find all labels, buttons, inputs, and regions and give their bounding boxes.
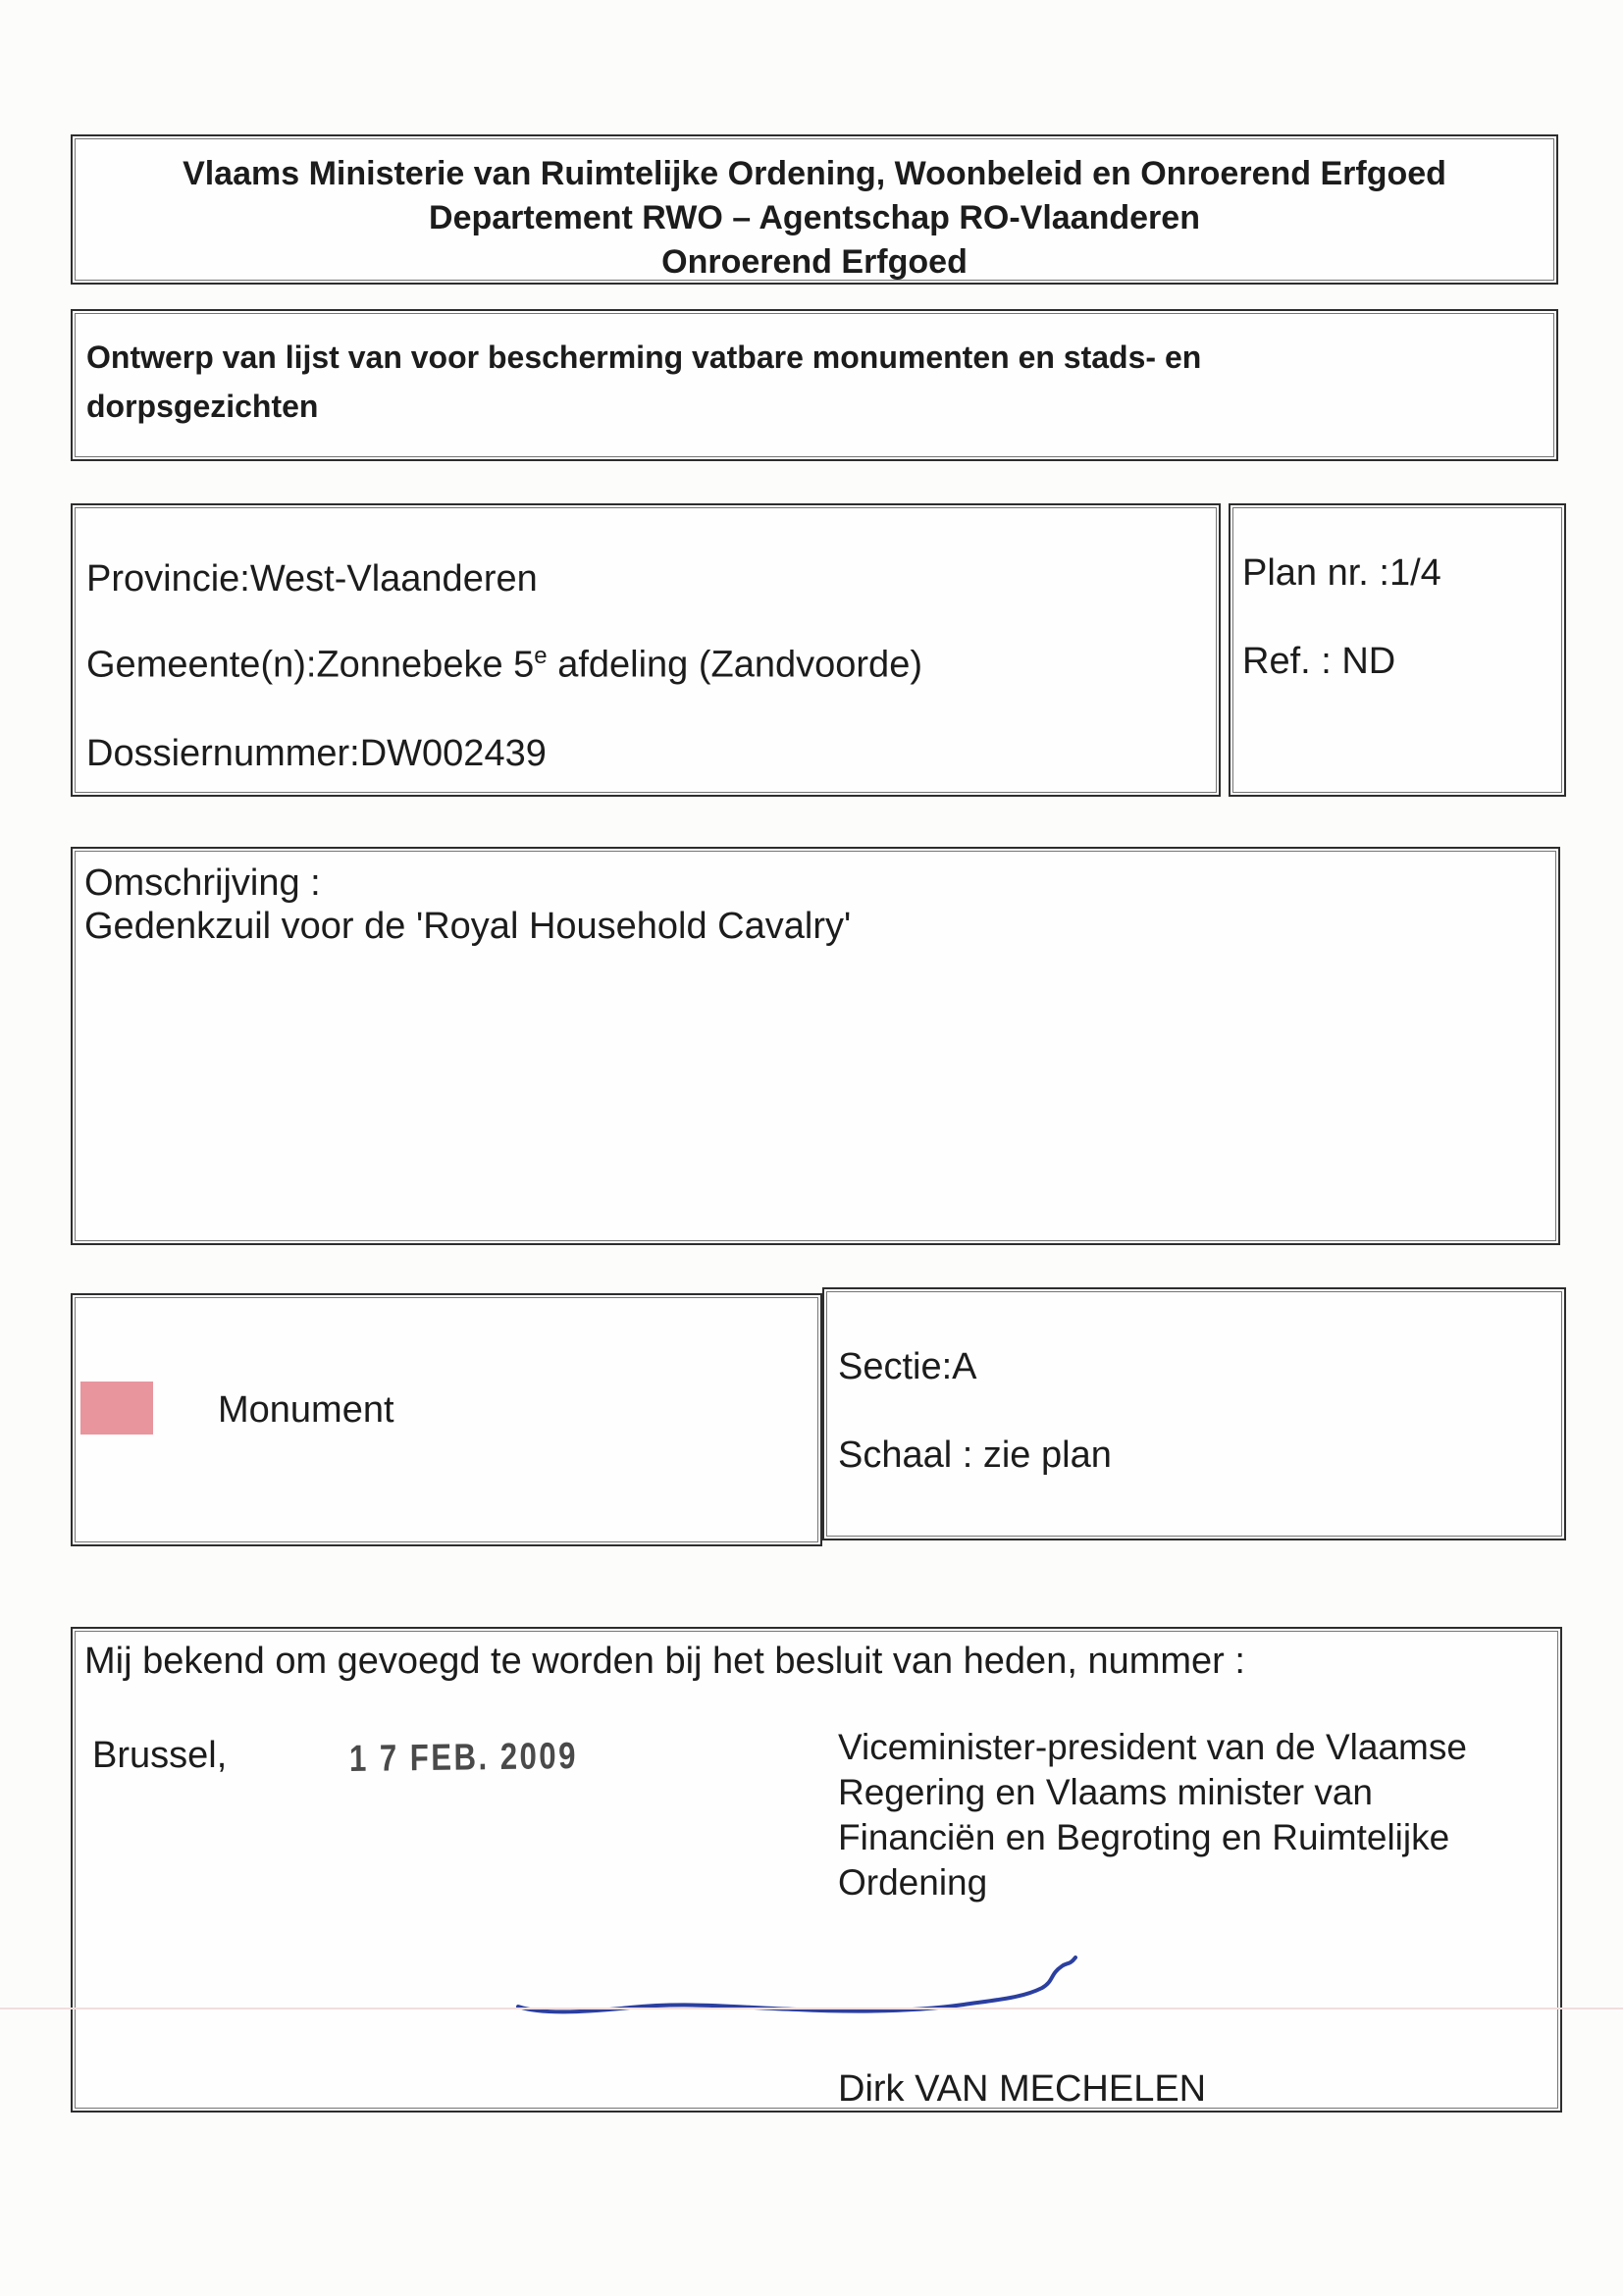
date-stamp: 1 7 FEB. 2009	[348, 1736, 579, 1780]
document-title-box	[71, 309, 1558, 461]
minister-title-line: Regering en Vlaams minister van	[838, 1772, 1373, 1812]
besluit-intro: Mij bekend om gevoegd te worden bij het besluit van heden, nummer :	[84, 1641, 1245, 1682]
agency-name: Onroerend Erfgoed	[661, 243, 968, 281]
gemeente-text-suffix: afdeling (Zandvoorde)	[547, 644, 922, 686]
document-title-line1: Ontwerp van lijst van voor bescherming vatbare monumenten en stads- en	[86, 339, 1202, 375]
scan-artifact-line	[0, 2008, 1623, 2009]
gemeente-field	[86, 643, 922, 687]
minister-title-line: Ordening	[838, 1862, 988, 1903]
dossiernummer-field: Dossiernummer:DW002439	[86, 733, 547, 774]
plan-nr-field: Plan nr. :1/4	[1242, 552, 1441, 594]
dossier-info-box	[71, 503, 1221, 797]
minister-title	[838, 1725, 1467, 1905]
besluit-box	[71, 1627, 1562, 2113]
schaal-field: Schaal : zie plan	[838, 1435, 1112, 1476]
minister-title-line: Viceminister-president van de Vlaamse	[838, 1727, 1467, 1767]
plan-ref-box	[1229, 503, 1566, 797]
sectie-schaal-box	[822, 1287, 1566, 1540]
provincie-field: Provincie:West-Vlaanderen	[86, 558, 538, 600]
ministry-header	[73, 136, 1556, 285]
omschrijving-box	[71, 847, 1560, 1245]
ref-field: Ref. : ND	[1242, 641, 1396, 682]
document-title	[73, 311, 1556, 431]
legend-box	[71, 1293, 822, 1546]
document-title-line2: dorpsgezichten	[86, 389, 319, 424]
ministry-header-box	[71, 134, 1558, 285]
signer-name: Dirk VAN MECHELEN	[838, 2068, 1207, 2110]
place-field: Brussel,	[92, 1735, 228, 1776]
minister-title-line: Financiën en Begroting en Ruimtelijke	[838, 1817, 1450, 1857]
minister-signature	[434, 1953, 1101, 2026]
signature-stroke	[518, 1957, 1075, 2011]
sectie-field: Sectie:A	[838, 1346, 977, 1387]
omschrijving-label: Omschrijving :	[84, 862, 321, 904]
ministry-name: Vlaams Ministerie van Ruimtelijke Ordening, Woonbeleid en Onroerend Erfgoed	[183, 155, 1446, 192]
monument-label: Monument	[218, 1389, 394, 1431]
gemeente-text: Gemeente(n):Zonnebeke 5	[86, 644, 535, 686]
monument-color-swatch	[80, 1382, 153, 1435]
gemeente-superscript: e	[534, 643, 548, 669]
omschrijving-value: Gedenkzuil voor de 'Royal Household Cavalry'	[84, 906, 852, 947]
department-name: Departement RWO – Agentschap RO-Vlaanderen	[429, 199, 1200, 236]
